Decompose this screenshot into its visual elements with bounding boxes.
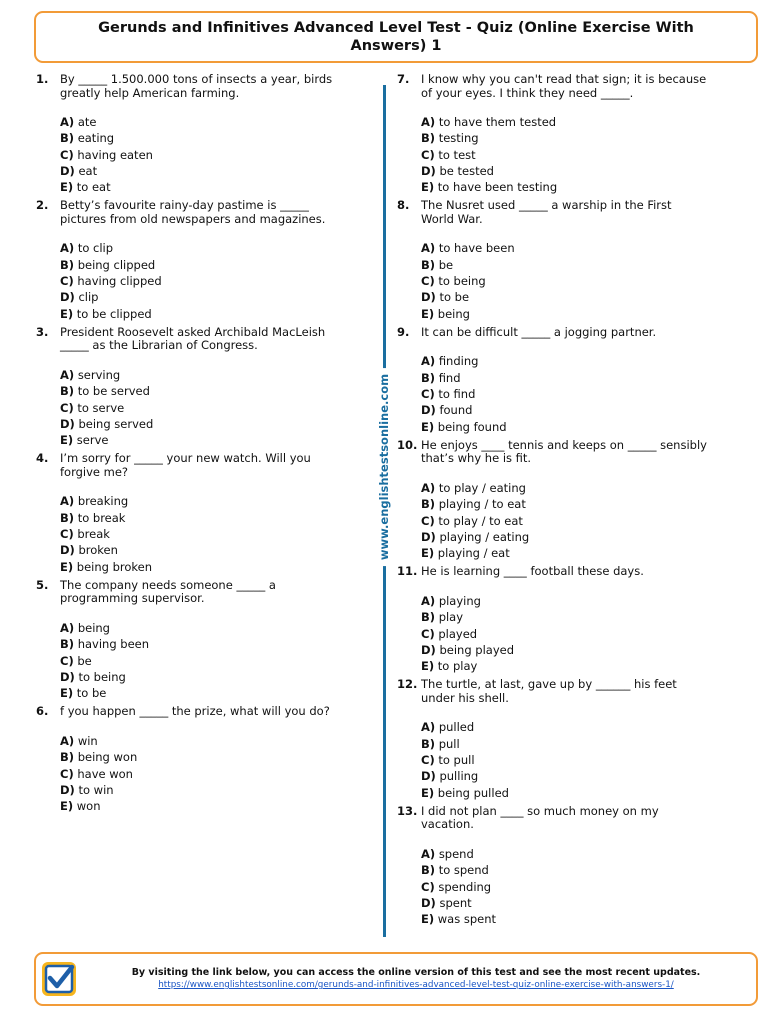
answer-option — [60, 782, 346, 798]
question-item — [36, 705, 346, 814]
option-text: to play / to eat — [438, 513, 523, 528]
option-text: having clipped — [77, 274, 162, 289]
question-header — [397, 439, 707, 466]
answer-option — [421, 768, 707, 784]
option-letter: C) — [60, 527, 74, 542]
question-number: 1. — [36, 72, 49, 86]
answer-option — [421, 353, 707, 369]
option-letter: D) — [421, 642, 436, 657]
answer-option — [421, 402, 707, 418]
option-letter: C) — [60, 653, 74, 668]
option-letter: A) — [60, 115, 75, 129]
answer-option — [421, 719, 707, 735]
option-text: spent — [439, 895, 472, 910]
answer-option — [421, 386, 707, 402]
option-letter: B) — [421, 131, 436, 146]
option-letter: B) — [421, 610, 436, 625]
answer-option — [421, 147, 707, 163]
answer-option — [421, 593, 707, 609]
question-text: It can be difficult _____ a jogging partner. — [421, 324, 657, 339]
option-letter: D) — [60, 782, 75, 797]
answer-option — [421, 179, 707, 195]
answer-option — [60, 542, 346, 558]
option-letter: E) — [421, 659, 435, 674]
option-letter: B) — [60, 384, 75, 399]
answer-options — [60, 620, 346, 701]
answer-options — [60, 367, 346, 448]
option-letter: A) — [421, 115, 436, 129]
question-item — [36, 452, 346, 574]
option-text: spend — [438, 846, 474, 861]
question-text: President Roosevelt asked Archibald MacLeish _____ as the Librarian of Congress. — [60, 324, 326, 353]
question-header — [397, 199, 707, 226]
question-number: 7. — [397, 72, 410, 86]
option-letter: D) — [421, 290, 436, 305]
option-text: was spent — [437, 912, 497, 927]
option-text: spending — [438, 879, 492, 894]
answer-option — [421, 911, 707, 927]
answer-option — [421, 130, 707, 146]
question-header — [397, 678, 707, 705]
question-text: He enjoys ____ tennis and keeps on _____ sensibly that’s why he is fit. — [421, 437, 707, 466]
question-item — [36, 73, 346, 195]
option-letter: C) — [421, 274, 435, 289]
option-letter: C) — [60, 766, 74, 781]
option-text: being played — [439, 642, 515, 657]
question-item — [397, 73, 707, 195]
questions-column-right — [397, 73, 707, 931]
question-text: I know why you can't read that sign; it is because of your eyes. I think they need _____. — [421, 72, 707, 100]
option-text: testing — [438, 131, 479, 146]
question-number: 10. — [397, 437, 418, 452]
answer-option — [60, 559, 346, 575]
option-text: breaking — [77, 494, 129, 509]
question-number: 4. — [36, 451, 49, 466]
option-letter: A) — [60, 494, 75, 509]
option-text: clip — [78, 290, 99, 305]
answer-option — [421, 114, 707, 130]
option-text: to be clipped — [76, 306, 152, 321]
question-header — [397, 565, 707, 579]
question-header — [36, 73, 346, 100]
option-text: to clip — [77, 241, 114, 256]
option-text: finding — [438, 354, 479, 369]
question-header — [36, 199, 346, 226]
answer-option — [60, 685, 346, 701]
question-number: 3. — [36, 324, 49, 339]
option-text: serving — [77, 367, 121, 382]
option-letter: E) — [60, 306, 74, 321]
answer-option — [60, 526, 346, 542]
question-item — [397, 565, 707, 674]
option-letter: B) — [421, 497, 436, 512]
answer-options — [421, 593, 707, 674]
answer-options — [421, 480, 707, 561]
option-text: being found — [437, 419, 507, 434]
option-text: playing / to eat — [438, 497, 526, 512]
option-letter: E) — [421, 419, 435, 434]
question-item — [36, 579, 346, 701]
answer-option — [60, 749, 346, 765]
question-number: 6. — [36, 704, 49, 719]
option-letter: B) — [421, 257, 436, 272]
answer-option — [421, 370, 707, 386]
footer-message: By visiting the link below, you can access the online version of this test and see the most recent updates. — [131, 967, 701, 978]
option-letter: C) — [421, 387, 435, 402]
answer-option — [60, 798, 346, 814]
question-text: The turtle, at last, gave up by ______ his feet under his shell. — [421, 677, 677, 705]
option-text: be — [438, 257, 454, 272]
option-letter: D) — [60, 669, 75, 684]
option-text: being broken — [76, 559, 153, 574]
question-number: 12. — [397, 677, 418, 692]
footer-link[interactable]: https://www.englishtestsonline.com/gerunds-and-infinitives-advanced-level-test-quiz-online-exercise-with-answers-1/ — [158, 980, 674, 990]
option-letter: C) — [60, 274, 74, 289]
answer-option — [421, 879, 707, 895]
option-letter: C) — [421, 513, 435, 528]
question-text: Betty’s favourite rainy-day pastime is _____ pictures from old newspapers and magazines. — [60, 198, 326, 226]
option-text: to play / eating — [438, 480, 526, 495]
question-text: The Nusret used _____ a warship in the First World War. — [421, 198, 672, 226]
answer-option — [60, 240, 346, 256]
question-item — [397, 439, 707, 561]
option-text: having been — [77, 637, 150, 652]
option-text: break — [77, 527, 110, 542]
question-number: 9. — [397, 324, 410, 339]
option-text: to spend — [438, 863, 489, 878]
answer-option — [60, 306, 346, 322]
question-text: By _____ 1.500.000 tons of insects a year, birds greatly help American farming. — [60, 72, 333, 100]
option-letter: E) — [60, 180, 74, 195]
option-text: being — [77, 620, 110, 635]
question-item — [397, 805, 707, 927]
option-text: play — [438, 610, 464, 625]
answer-option — [60, 620, 346, 636]
option-text: to eat — [76, 180, 111, 195]
answer-option — [421, 419, 707, 435]
option-text: to have been testing — [437, 180, 558, 195]
option-text: to being — [78, 669, 126, 684]
answer-option — [421, 529, 707, 545]
option-letter: E) — [421, 912, 435, 927]
option-letter: E) — [60, 433, 74, 448]
option-letter: B) — [60, 510, 75, 525]
answer-option — [60, 289, 346, 305]
answer-option — [60, 510, 346, 526]
option-text: to pull — [438, 753, 475, 768]
question-header — [397, 326, 707, 340]
option-letter: E) — [421, 306, 435, 321]
question-number: 2. — [36, 198, 49, 213]
answer-option — [60, 432, 346, 448]
option-text: have won — [77, 766, 133, 781]
question-text: f you happen _____ the prize, what will you do? — [60, 704, 330, 719]
question-header — [36, 452, 346, 479]
option-letter: C) — [60, 147, 74, 162]
option-text: pulled — [438, 720, 475, 735]
option-text: to serve — [77, 400, 125, 415]
question-header — [36, 326, 346, 353]
option-letter: A) — [60, 620, 75, 635]
answer-option — [421, 626, 707, 642]
option-letter: E) — [421, 546, 435, 561]
option-text: to find — [438, 387, 476, 402]
question-item — [36, 199, 346, 321]
option-letter: E) — [421, 180, 435, 195]
option-letter: B) — [421, 863, 436, 878]
question-item — [36, 326, 346, 448]
option-letter: D) — [60, 163, 75, 178]
page-title: Gerunds and Infinitives Advanced Level Test - Quiz (Online Exercise With Answers) 1 — [98, 20, 694, 54]
option-letter: A) — [60, 241, 75, 256]
answer-option — [421, 496, 707, 512]
answer-options — [60, 114, 346, 195]
answer-option — [60, 163, 346, 179]
answer-option — [60, 273, 346, 289]
question-header — [397, 805, 707, 832]
option-letter: E) — [421, 785, 435, 800]
answer-option — [421, 513, 707, 529]
option-letter: B) — [60, 637, 75, 652]
answer-options — [421, 353, 707, 434]
answer-option — [421, 289, 707, 305]
answer-option — [60, 367, 346, 383]
answer-option — [60, 179, 346, 195]
question-header — [36, 705, 346, 719]
answer-option — [421, 658, 707, 674]
option-text: be — [77, 653, 92, 668]
option-text: having eaten — [77, 147, 153, 162]
answer-option — [421, 306, 707, 322]
option-letter: E) — [60, 686, 74, 701]
option-text: win — [77, 733, 98, 748]
answer-options — [60, 733, 346, 814]
option-text: to being — [438, 274, 486, 289]
title-box — [34, 11, 758, 63]
questions-column-left — [36, 73, 346, 818]
option-letter: D) — [60, 543, 75, 558]
option-letter: E) — [60, 559, 74, 574]
option-text: to have them tested — [438, 115, 557, 129]
question-item — [397, 199, 707, 321]
option-letter: D) — [421, 529, 436, 544]
option-text: being served — [78, 416, 154, 431]
option-text: to break — [77, 510, 126, 525]
option-text: eat — [78, 163, 98, 178]
answer-options — [421, 719, 707, 800]
option-text: to win — [78, 782, 114, 797]
answer-option — [421, 609, 707, 625]
option-text: to test — [438, 147, 476, 162]
answer-option — [60, 147, 346, 163]
option-text: played — [438, 626, 478, 641]
answer-options — [60, 240, 346, 321]
answer-option — [421, 642, 707, 658]
question-text: I’m sorry for _____ your new watch. Will you forgive me? — [60, 451, 311, 479]
option-letter: D) — [421, 403, 436, 418]
option-letter: A) — [421, 593, 436, 608]
question-item — [397, 678, 707, 800]
option-text: to be — [439, 290, 470, 305]
option-text: to be — [76, 686, 107, 701]
question-header — [397, 73, 707, 100]
answer-option — [60, 493, 346, 509]
answer-option — [421, 846, 707, 862]
answer-option — [60, 400, 346, 416]
option-letter: A) — [421, 354, 436, 369]
question-number: 8. — [397, 198, 410, 213]
answer-option — [421, 163, 707, 179]
option-letter: B) — [60, 257, 75, 272]
option-letter: C) — [60, 400, 74, 415]
option-text: playing / eat — [437, 546, 510, 561]
question-number: 13. — [397, 803, 418, 818]
option-letter: D) — [60, 416, 75, 431]
question-text: The company needs someone _____ a programming supervisor. — [60, 577, 276, 606]
answer-option — [421, 862, 707, 878]
option-letter: C) — [421, 753, 435, 768]
answer-option — [60, 383, 346, 399]
option-letter: A) — [60, 733, 75, 748]
option-letter: A) — [421, 846, 436, 861]
watermark: www.englishtestsonline.com — [375, 368, 393, 566]
option-text: being — [437, 306, 470, 321]
answer-option — [421, 240, 707, 256]
option-text: found — [439, 403, 473, 418]
option-text: to play — [437, 659, 478, 674]
option-letter: D) — [421, 769, 436, 784]
option-letter: B) — [60, 750, 75, 765]
option-letter: C) — [421, 879, 435, 894]
answer-option — [421, 785, 707, 801]
option-text: eating — [77, 131, 115, 146]
option-letter: A) — [421, 720, 436, 735]
option-text: broken — [78, 543, 118, 558]
answer-option — [60, 653, 346, 669]
option-letter: A) — [421, 241, 436, 256]
answer-option — [60, 669, 346, 685]
option-letter: D) — [421, 895, 436, 910]
answer-option — [421, 736, 707, 752]
option-letter: C) — [421, 147, 435, 162]
answer-option — [421, 480, 707, 496]
option-text: to have been — [438, 241, 515, 256]
option-text: pull — [438, 736, 460, 751]
answer-options — [421, 114, 707, 195]
option-letter: D) — [421, 163, 436, 178]
option-letter: D) — [60, 290, 75, 305]
answer-option — [60, 416, 346, 432]
option-letter: B) — [60, 131, 75, 146]
answer-option — [60, 130, 346, 146]
question-number: 11. — [397, 564, 418, 579]
option-text: being pulled — [437, 785, 509, 800]
question-text: He is learning ____ football these days. — [421, 564, 644, 579]
option-text: being clipped — [77, 257, 156, 272]
answer-option — [421, 257, 707, 273]
option-text: be tested — [439, 163, 494, 178]
question-number: 5. — [36, 577, 49, 592]
option-text: find — [438, 370, 461, 385]
question-header — [36, 579, 346, 606]
answer-option — [60, 766, 346, 782]
option-text: playing — [438, 593, 481, 608]
answer-options — [421, 240, 707, 321]
footer-box — [34, 952, 758, 1006]
option-letter: E) — [60, 799, 74, 814]
option-letter: A) — [60, 367, 75, 382]
option-letter: B) — [421, 370, 436, 385]
answer-option — [421, 752, 707, 768]
option-letter: C) — [421, 626, 435, 641]
answer-option — [60, 257, 346, 273]
option-text: playing / eating — [439, 529, 530, 544]
answer-option — [421, 273, 707, 289]
answer-option — [60, 636, 346, 652]
option-text: pulling — [439, 769, 479, 784]
option-text: ate — [77, 115, 97, 129]
question-text: I did not plan ____ so much money on my vacation. — [421, 803, 659, 832]
option-text: being won — [77, 750, 138, 765]
answer-option — [421, 545, 707, 561]
option-text: serve — [76, 433, 109, 448]
answer-options — [421, 846, 707, 927]
option-letter: B) — [421, 736, 436, 751]
answer-options — [60, 493, 346, 574]
checkbox-logo-icon — [41, 961, 77, 997]
option-letter: A) — [421, 480, 436, 495]
answer-option — [60, 733, 346, 749]
question-item — [397, 326, 707, 435]
answer-option — [421, 895, 707, 911]
option-text: to be served — [77, 384, 150, 399]
answer-option — [60, 114, 346, 130]
option-text: won — [76, 799, 101, 814]
